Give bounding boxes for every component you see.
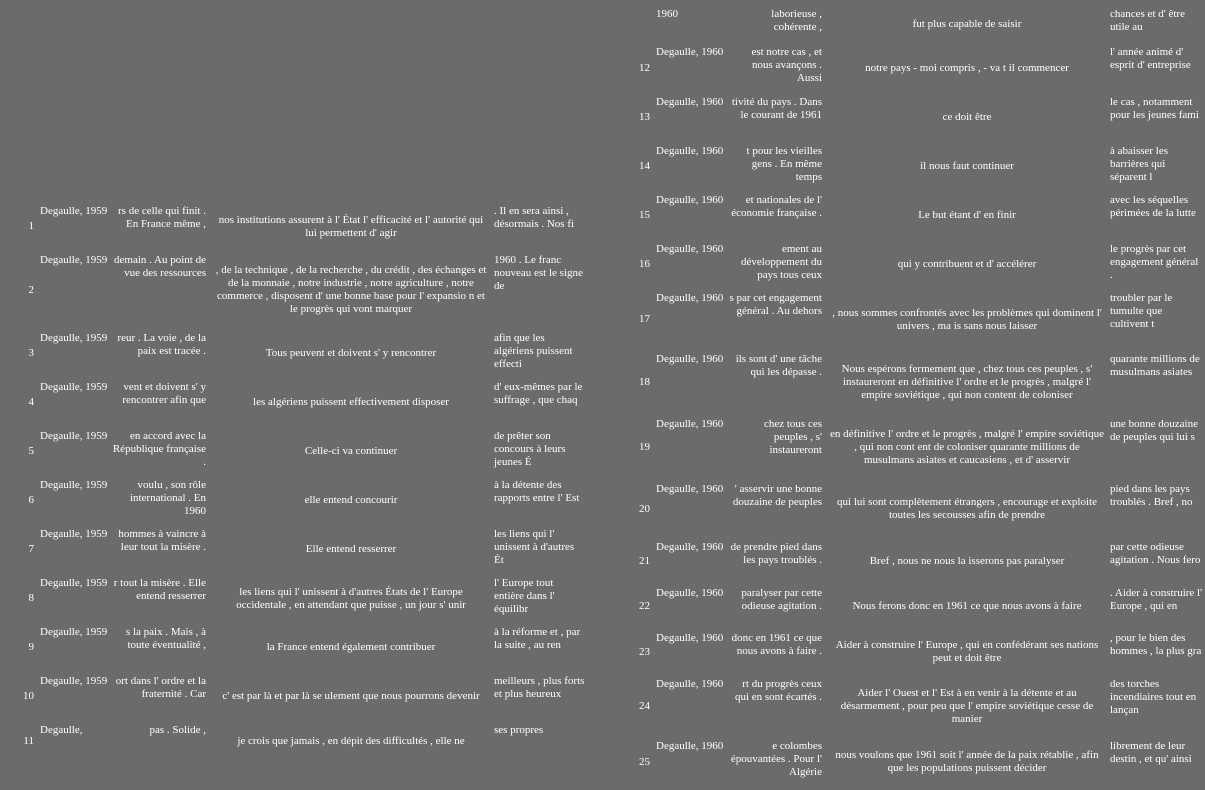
right-context: l' Europe tout entière dans l' équilibr [494, 577, 555, 615]
left-context: et nationales de l' économie française . [731, 194, 822, 219]
author-year: Degaulle, 1959 [40, 254, 108, 266]
keyword-match: je crois que jamais , en dépit des difficultés , elle ne [237, 734, 465, 747]
keyword-match: Le but étant d' en finir [918, 209, 1016, 221]
right-context: avec les séquelles périmées de la lutte [1110, 194, 1196, 219]
concordance-row[interactable] [0, 577, 600, 626]
keyword-match: elle entend concourir [304, 494, 398, 506]
concordance-row[interactable] [0, 626, 600, 675]
line-number: 24 [639, 699, 650, 712]
author-year: Degaulle, 1960 [656, 418, 724, 430]
left-context: demain . Au point de vue des ressources [114, 254, 206, 279]
line-number: 3 [28, 347, 34, 359]
keyword-match: nos institutions assurent à l' État l' efficacité et l' autorité qui lui permettent d' agir [218, 213, 484, 239]
line-number: 19 [639, 441, 650, 453]
author-year: Degaulle, 1960 [656, 145, 724, 157]
left-context: pas . Solide , [149, 724, 206, 736]
left-context: s par cet engagement général . Au dehors [729, 292, 822, 317]
line-number: 23 [639, 645, 650, 658]
right-context: des torches incendiaires tout en lançan [1110, 678, 1197, 716]
line-number: 25 [639, 755, 650, 768]
concordance-row[interactable] [0, 254, 600, 332]
keyword-match: Nous ferons donc en 1961 ce que nous avons à faire [852, 600, 1082, 612]
concordance-row[interactable] [628, 46, 1205, 96]
line-number: 17 [639, 313, 650, 325]
keyword-match: Tous peuvent et doivent s' y rencontrer [265, 347, 437, 359]
author-year: Degaulle, 1960 [656, 96, 724, 108]
keyword-match: Bref , nous ne nous la isserons pas paralyser [869, 554, 1065, 567]
concordance-row[interactable] [628, 587, 1205, 632]
keyword-match: les liens qui l' unissent à d'autres États de l' Europe occidentale , en attendant que puisse , un jour s' unir [236, 585, 466, 611]
author-year: Degaulle, 1959 [40, 577, 108, 589]
author-year: Degaulle, 1960 [656, 587, 724, 599]
author-year: Degaulle, 1959 [40, 205, 108, 217]
concordance-row[interactable] [628, 418, 1205, 483]
author-year: Degaulle, 1960 [656, 292, 724, 304]
keyword-match: notre pays - moi compris , - va t il commencer [865, 61, 1069, 74]
author-year: Degaulle, 1960 [656, 353, 724, 365]
left-context: ils sont d' une tâche qui les dépasse . [735, 353, 822, 378]
left-context: t pour les vieilles gens . En même temps [746, 145, 822, 183]
left-context: vent et doivent s' y rencontrer afin que [122, 381, 206, 406]
concordance-row[interactable] [628, 678, 1205, 740]
line-number: 18 [639, 376, 650, 388]
left-context: de prendre pied dans les pays troublés . [730, 541, 822, 566]
right-context: d' eux-mêmes par le suffrage , que chaq [494, 381, 583, 406]
left-context: donc en 1961 ce que nous avons à faire . [731, 632, 822, 657]
concordance-row[interactable] [0, 675, 600, 724]
left-context: paralyser par cette odieuse agitation . [741, 587, 822, 612]
line-number: 6 [28, 494, 34, 506]
author-year: Degaulle, [40, 724, 83, 736]
line-number: 5 [28, 445, 34, 457]
author-year: Degaulle, 1960 [656, 541, 724, 553]
author-year: Degaulle, 1959 [40, 479, 108, 491]
keyword-match: les algériens puissent effectivement disposer [253, 396, 449, 408]
left-context: est notre cas , et nous avançons . Aussi [751, 46, 822, 84]
author-year: Degaulle, 1959 [40, 626, 108, 638]
keyword-match: Elle entend resserrer [305, 543, 397, 555]
right-context: pied dans les pays troublés . Bref , no [1110, 483, 1193, 508]
keyword-match: qui lui sont complètement étrangers , encourage et exploite toutes les secousses afin de prendre [837, 496, 1097, 521]
right-context: quarante millions de musulmans asiates [1110, 353, 1200, 378]
author-year: Degaulle, 1960 [656, 483, 724, 495]
author-year: Degaulle, 1959 [40, 430, 108, 442]
left-context: en accord avec la République française . [112, 430, 206, 468]
author-year: Degaulle, 1960 [656, 740, 724, 752]
line-number: 8 [28, 592, 34, 604]
left-context: hommes à vaincre à leur tout la misère . [118, 528, 206, 553]
line-number: 14 [639, 160, 650, 172]
keyword-match: Nous espérons fermement que , chez tous ces peuples , s' instaureront en définitive l' ordre et le progrès , malgré l' empire soviétique , qui non content de coloniser [841, 363, 1093, 401]
line-number: 2 [28, 283, 34, 296]
right-context: meilleurs , plus forts et plus heureux [494, 675, 585, 700]
left-context: r tout la misère . Elle entend resserrer [113, 577, 206, 602]
line-number: 9 [28, 641, 34, 653]
author-year: Degaulle, 1959 [40, 381, 108, 393]
left-context: rt du progrès ceux qui en sont écartés . [734, 678, 822, 703]
right-context: l' année animé d' esprit d' entreprise [1110, 46, 1191, 71]
line-number: 20 [639, 502, 650, 515]
keyword-match: , nous sommes confrontés avec les problèmes qui dominent l' univers , ma is sans nous laisser [832, 306, 1102, 332]
line-number: 4 [28, 396, 34, 408]
line-number: 15 [639, 209, 650, 221]
concordance-row[interactable] [0, 528, 600, 577]
keyword-match: ce doit être [942, 111, 992, 123]
right-context: troubler par le tumulte que cultivent t [1110, 292, 1173, 330]
keyword-match: en définitive l' ordre et le progrès , malgré l' empire soviétique , qui non cont ent de coloniser quarante millions de musulmans asiates et caucasiens , et d' asservir [830, 428, 1104, 466]
left-context: e colombes épouvantées . Pour l' Algérie [730, 740, 822, 778]
left-context: ement au développement du pays tous ceux [741, 243, 822, 281]
concordance-row[interactable] [628, 96, 1205, 145]
line-number: 7 [28, 543, 34, 555]
concordance-table-left [0, 205, 600, 764]
line-number: 21 [639, 554, 650, 567]
author-year: Degaulle, 1959 [40, 528, 108, 540]
right-context: par cette odieuse agitation . Nous fero [1110, 541, 1201, 566]
concordance-row[interactable] [628, 740, 1205, 790]
author-year: Degaulle, 1960 [656, 194, 724, 206]
right-context: librement de leur destin , et qu' ainsi [1110, 740, 1192, 765]
right-context: ses propres [494, 724, 544, 736]
author-year: Degaulle, 1960 [656, 632, 724, 644]
right-context: afin que les algériens puissent effecti [494, 332, 573, 370]
keyword-match: qui y contribuent et d' accélérer [897, 258, 1037, 270]
left-context: rs de celle qui finit . En France même , [118, 205, 206, 230]
left-context: voulu , son rôle international . En 1960 [129, 479, 206, 517]
keyword-match: il nous faut continuer [920, 160, 1014, 172]
right-context: le cas , notamment pour les jeunes fami [1110, 96, 1199, 121]
keyword-match: la France entend également contribuer [266, 641, 436, 653]
author-year: Degaulle, 1960 [656, 46, 724, 58]
keyword-match: Celle-ci va continuer [304, 445, 398, 457]
concordance-row[interactable] [628, 541, 1205, 587]
left-context: reur . La voie , de la paix est tracée . [117, 332, 206, 357]
concordance-row[interactable] [628, 145, 1205, 194]
author-year: Degaulle, 1960 [656, 243, 724, 255]
left-context: ' asservir une bonne douzaine de peuples [732, 483, 822, 508]
concordance-row[interactable] [628, 353, 1205, 418]
left-context: laborieuse , cohérente , [771, 8, 822, 33]
concordance-row[interactable] [0, 430, 600, 479]
author-year: Degaulle, 1959 [40, 675, 108, 687]
concordance-row[interactable] [0, 381, 600, 430]
right-context: de prêter son concours à leurs jeunes É [494, 430, 566, 468]
keyword-match: fut plus capable de saisir [912, 17, 1022, 30]
right-context: à la réforme et , par la suite , au ren [494, 626, 581, 651]
left-context: tivité du pays . Dans le courant de 1961 [731, 96, 822, 121]
concordance-row[interactable] [628, 8, 1205, 46]
line-number: 11 [23, 734, 34, 747]
concordance-row[interactable] [628, 483, 1205, 541]
concordance-row[interactable] [628, 243, 1205, 292]
left-context: ort dans l' ordre et la fraternité . Car [115, 675, 206, 700]
keyword-match: Aider l' Ouest et l' Est à en venir à la détente et au désarmement , pour peu que l' empire soviétique cesse de manier [840, 686, 1094, 725]
concordance-row[interactable] [0, 724, 600, 764]
concordance-row[interactable] [0, 205, 600, 254]
line-number: 22 [639, 600, 650, 612]
right-context: les liens qui l' unissent à d'autres Ét [494, 528, 575, 566]
right-context: . Il en sera ainsi , désormais . Nos fi [494, 205, 575, 230]
line-number: 13 [639, 111, 650, 123]
keyword-match: , de la technique , de la recherche , du crédit , des échanges et de la monnaie , notre industrie , notre agriculture , notre commerce , disposent d' une bonne base pour l' expansio n et le progrès qui vont marquer [215, 264, 487, 315]
right-context: chances et d' être utile au [1110, 8, 1185, 33]
concordance-row[interactable] [628, 632, 1205, 678]
right-context: une bonne douzaine de peuples qui lui s [1110, 418, 1198, 443]
concordance-row[interactable] [628, 292, 1205, 353]
left-context: s la paix . Mais , à toute éventualité , [125, 626, 206, 651]
keyword-match: nous voulons que 1961 soit l' année de la paix rétablie , afin que les populations puissent décider [835, 749, 1099, 774]
author-year: Degaulle, 1959 [40, 332, 108, 344]
keyword-match: c' est par là et par là se ulement que nous pourrons devenir [222, 690, 480, 702]
line-number: 10 [23, 690, 34, 702]
line-number [628, 8, 654, 40]
left-context: chez tous ces peuples , s' instaureront [763, 418, 822, 456]
concordance-table-right [628, 8, 1205, 790]
concordance-row[interactable] [0, 479, 600, 528]
line-number: 1 [28, 220, 34, 232]
right-context: , pour le bien des hommes , la plus gra [1110, 632, 1202, 657]
right-context: . Aider à construire l' Europe , qui en [1110, 587, 1203, 612]
right-context: le progrès par cet engagement général . [1110, 243, 1199, 281]
concordance-row[interactable] [0, 332, 600, 381]
keyword-match: Aider à construire l' Europe , qui en confédérant ses nations peut et doit être [835, 639, 1099, 664]
author-year: 1960 [656, 8, 678, 20]
right-context: 1960 . Le franc nouveau est le signe de [494, 254, 583, 292]
line-number: 12 [639, 61, 650, 74]
right-context: à la détente des rapports entre l' Est [494, 479, 580, 504]
concordance-row[interactable] [628, 194, 1205, 243]
author-year: Degaulle, 1960 [656, 678, 724, 690]
right-context: à abaisser les barrières qui séparent l [1110, 145, 1169, 183]
line-number: 16 [639, 258, 650, 270]
